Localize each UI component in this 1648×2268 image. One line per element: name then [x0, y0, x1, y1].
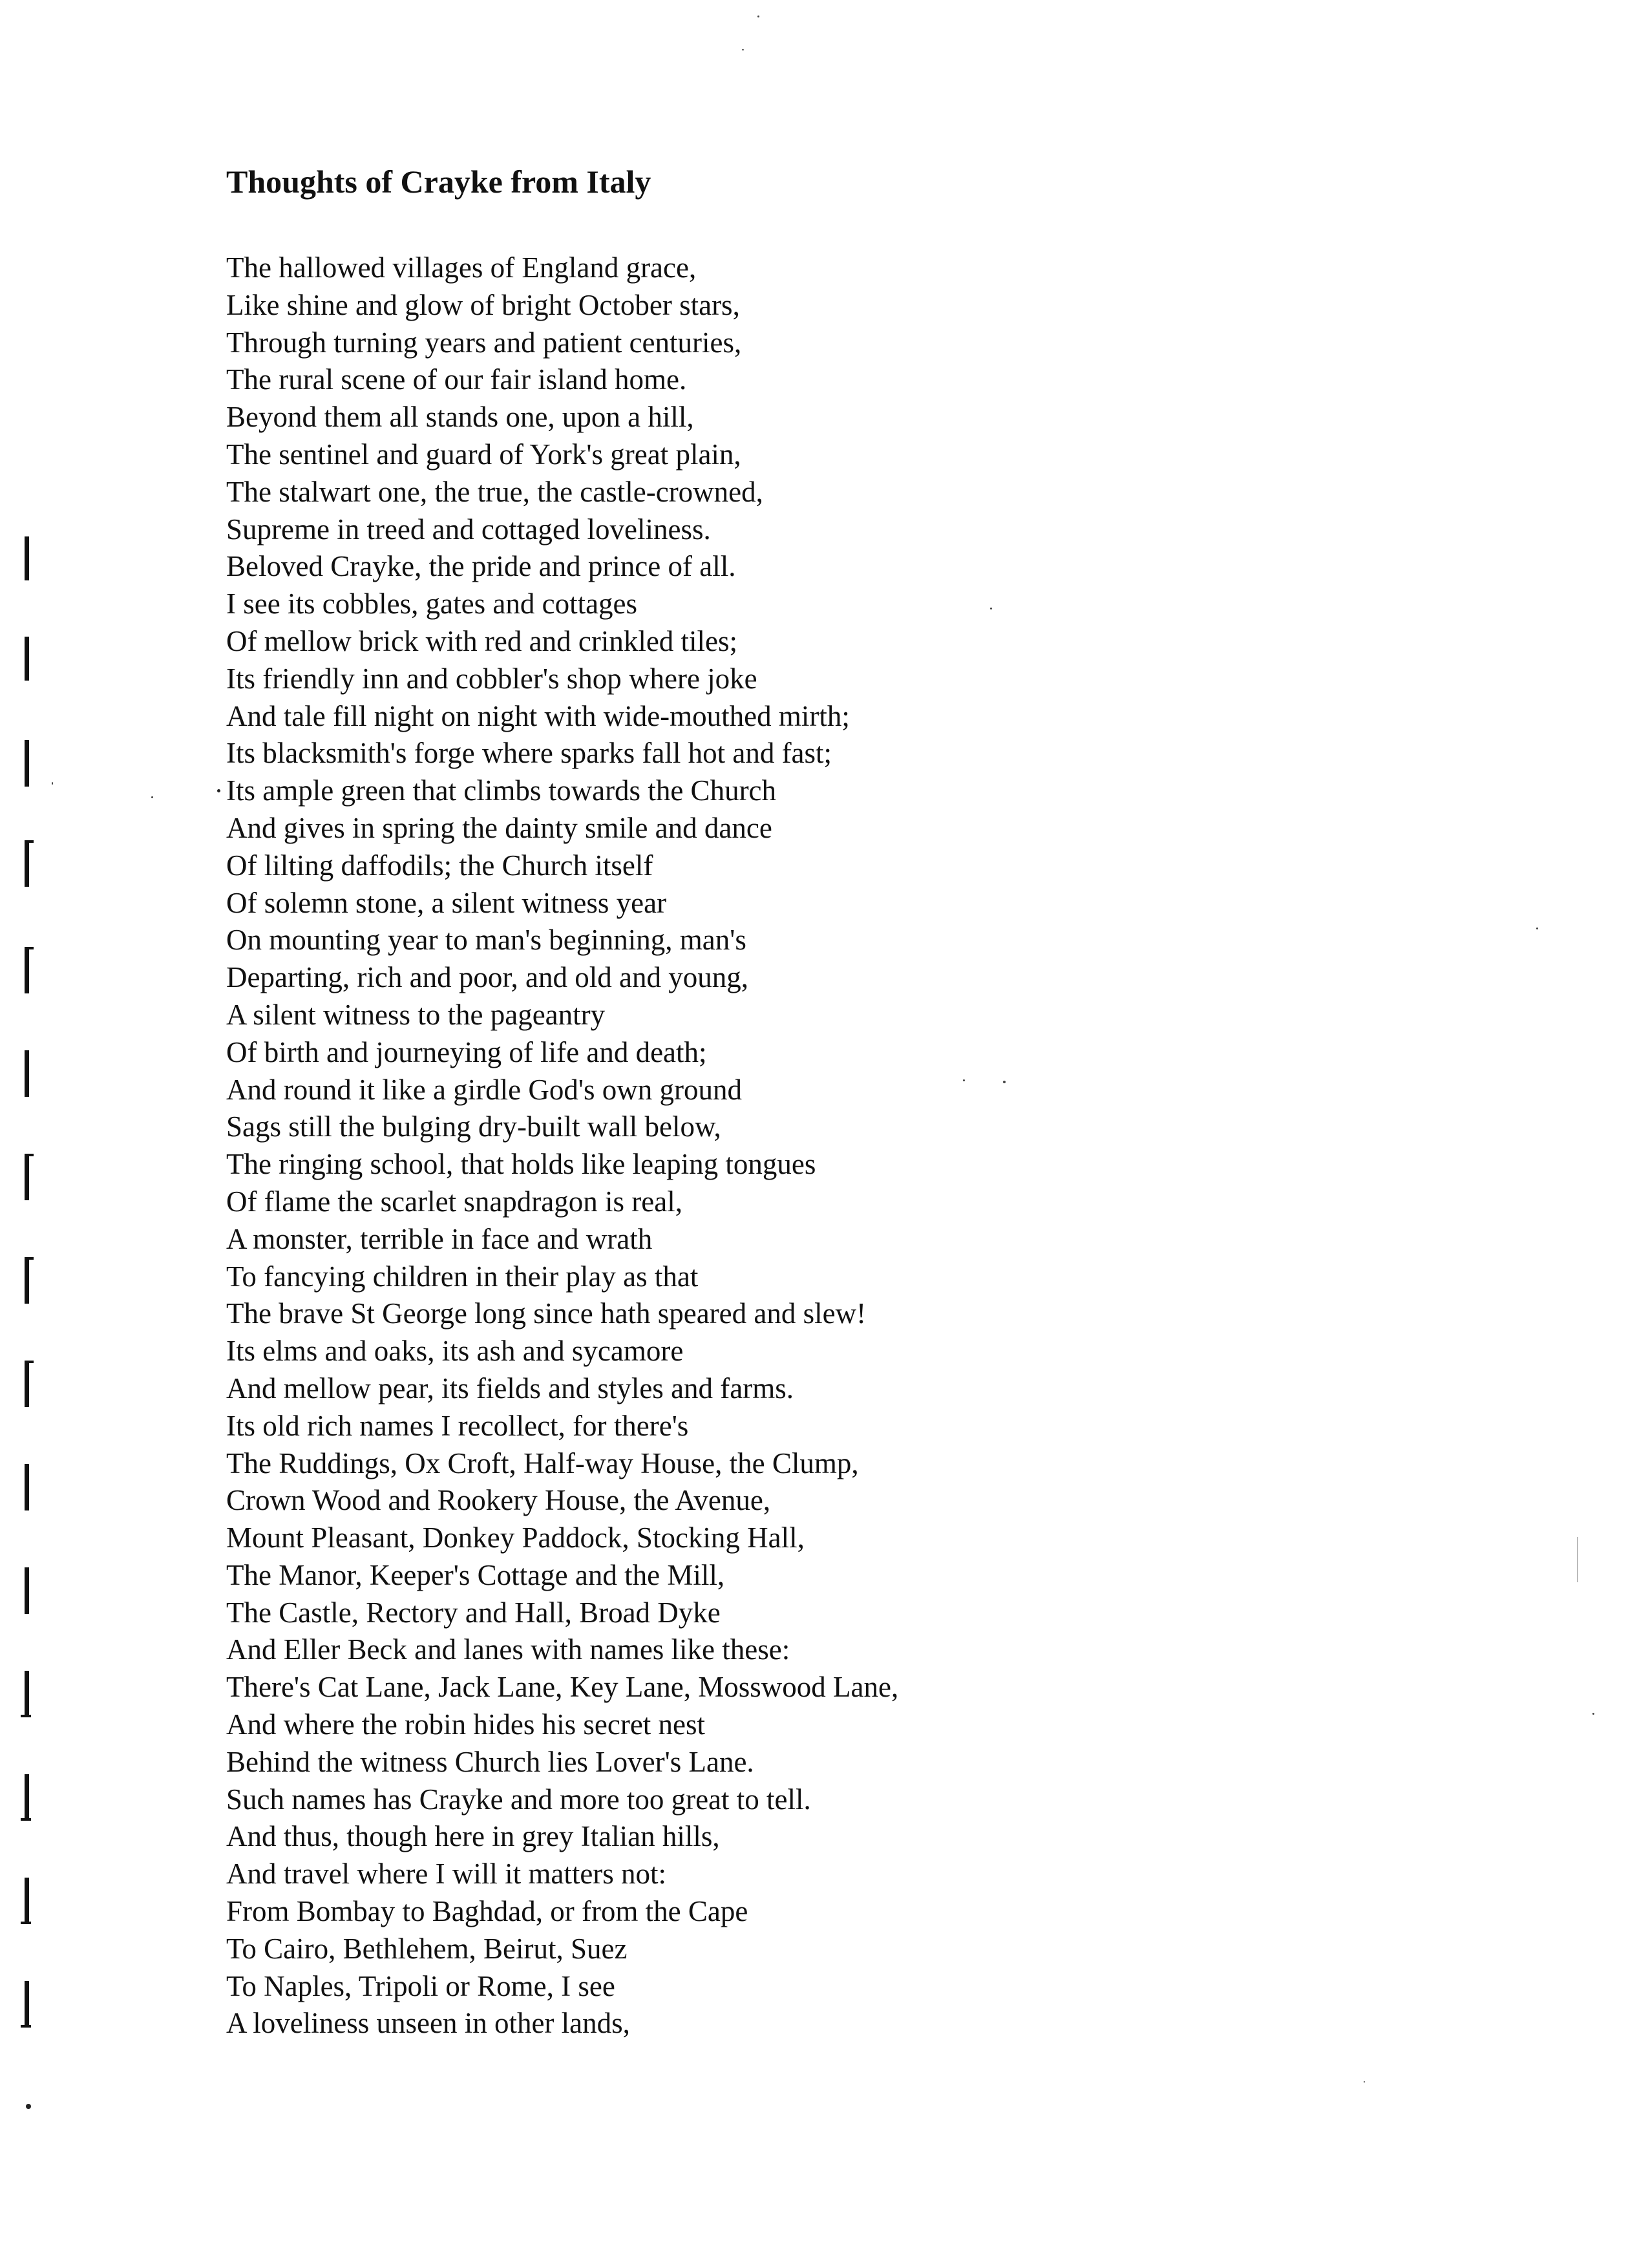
poem-line: And Eller Beck and lanes with names like these:: [226, 1633, 790, 1666]
poem-line: Mount Pleasant, Donkey Paddock, Stocking Hall,: [226, 1521, 805, 1554]
scan-speck: [1364, 2081, 1365, 2083]
poem-line: And tale fill night on night with wide-mouthed mirth;: [226, 699, 850, 732]
poem-line: Such names has Crayke and more too great to tell.: [226, 1783, 811, 1816]
binding-mark: [25, 1878, 29, 1924]
poem-line: Of lilting daffodils; the Church itself: [226, 849, 653, 882]
poem-line: The brave St George long since hath speared and slew!: [226, 1297, 867, 1330]
poem-line: On mounting year to man's beginning, man's: [226, 924, 746, 957]
poem-line: A silent witness to the pageantry: [226, 998, 606, 1031]
binding-mark: [25, 947, 29, 993]
poem-line: To Naples, Tripoli or Rome, I see: [226, 1969, 615, 2002]
poem-line: Of solemn stone, a silent witness year: [226, 886, 667, 919]
poem-line: The Manor, Keeper's Cottage and the Mill,: [226, 1558, 725, 1591]
poem-line: The ringing school, that holds like leaping tongues: [226, 1148, 816, 1181]
poem-line: The sentinel and guard of York's great plain,: [226, 438, 741, 471]
scan-speck: [1536, 927, 1538, 929]
poem-line: A loveliness unseen in other lands,: [226, 2007, 630, 2040]
binding-mark: [25, 1774, 29, 1821]
poem-line: The Ruddings, Ox Croft, Half-way House, the Clump,: [226, 1447, 859, 1479]
scan-speck: [757, 16, 759, 17]
poem-line: I see its cobbles, gates and cottages: [226, 588, 638, 620]
margin-dot: [26, 2104, 31, 2109]
poem-line: Behind the witness Church lies Lover's Lane.: [226, 1745, 754, 1778]
poem-line: A monster, terrible in face and wrath: [226, 1222, 653, 1255]
binding-mark: [25, 1567, 29, 1614]
scan-speck: [1592, 1713, 1594, 1715]
poem-line: Through turning years and patient centuries,: [226, 326, 742, 359]
poem-body: [226, 249, 898, 2042]
poem-line: Its blacksmith's forge where sparks fall hot and fast;: [226, 737, 832, 770]
poem-line: To fancying children in their play as that: [226, 1260, 699, 1293]
poem-line: And mellow pear, its fields and styles and farms.: [226, 1372, 794, 1404]
poem-line: And gives in spring the dainty smile and dance: [226, 811, 772, 844]
scan-speck: [52, 782, 53, 785]
poem-line: To Cairo, Bethlehem, Beirut, Suez: [226, 1932, 628, 1965]
poem-line: Its elms and oaks, its ash and sycamore: [226, 1335, 684, 1368]
binding-mark: [25, 1361, 29, 1407]
poem-line: The Castle, Rectory and Hall, Broad Dyke: [226, 1596, 721, 1629]
poem-line: And round it like a girdle God's own ground: [226, 1073, 743, 1106]
binding-mark: [25, 1671, 29, 1717]
poem-line: The hallowed villages of England grace,: [226, 251, 697, 284]
scan-speck: [1003, 1081, 1006, 1083]
poem-line: From Bombay to Baghdad, or from the Cape: [226, 1895, 748, 1928]
poem-line: Beyond them all stands one, upon a hill,: [226, 401, 694, 434]
scan-speck: [742, 49, 744, 50]
scan-speck: [151, 796, 153, 798]
poem-line: Of mellow brick with red and crinkled tiles;: [226, 624, 738, 657]
binding-mark: [25, 1257, 29, 1304]
poem-line: Departing, rich and poor, and old and young,: [226, 961, 749, 994]
binding-mark: [25, 1981, 29, 2028]
binding-mark: [25, 1464, 29, 1510]
binding-mark: [25, 740, 29, 787]
poem-line: Its old rich names I recollect, for there's: [226, 1409, 689, 1442]
binding-mark: [25, 536, 29, 580]
scan-speck: [990, 608, 992, 609]
scan-speck: [963, 1079, 965, 1081]
poem-line: Of birth and journeying of life and death;: [226, 1035, 707, 1068]
poem-line: Its friendly inn and cobbler's shop where joke: [226, 662, 757, 695]
poem-line: Crown Wood and Rookery House, the Avenue,: [226, 1484, 771, 1517]
poem-title: Thoughts of Crayke from Italy: [226, 164, 651, 200]
binding-mark: [25, 840, 29, 887]
line-bullet: [217, 789, 220, 792]
binding-mark: [25, 637, 29, 681]
poem-line: And where the robin hides his secret nest: [226, 1708, 706, 1741]
binding-mark: [25, 1050, 29, 1097]
poem-line: Of flame the scarlet snapdragon is real,: [226, 1185, 682, 1218]
poem-line: Beloved Crayke, the pride and prince of all.: [226, 550, 736, 583]
poem-line: Like shine and glow of bright October stars,: [226, 288, 740, 321]
poem-line: And travel where I will it matters not:: [226, 1858, 667, 1891]
poem-line: And thus, though here in grey Italian hills,: [226, 1820, 720, 1853]
poem-line: The rural scene of our fair island home.: [226, 363, 687, 396]
poem-line: Its ample green that climbs towards the Church: [226, 774, 777, 807]
binding-mark: [25, 1154, 29, 1200]
poem-line: Supreme in treed and cottaged loveliness.: [226, 513, 711, 546]
poem-line: There's Cat Lane, Jack Lane, Key Lane, Mosswood Lane,: [226, 1671, 899, 1704]
poem-line: The stalwart one, the true, the castle-crowned,: [226, 475, 763, 508]
scan-speck: [1577, 1537, 1578, 1582]
poem-line: Sags still the bulging dry-built wall below,: [226, 1110, 721, 1143]
